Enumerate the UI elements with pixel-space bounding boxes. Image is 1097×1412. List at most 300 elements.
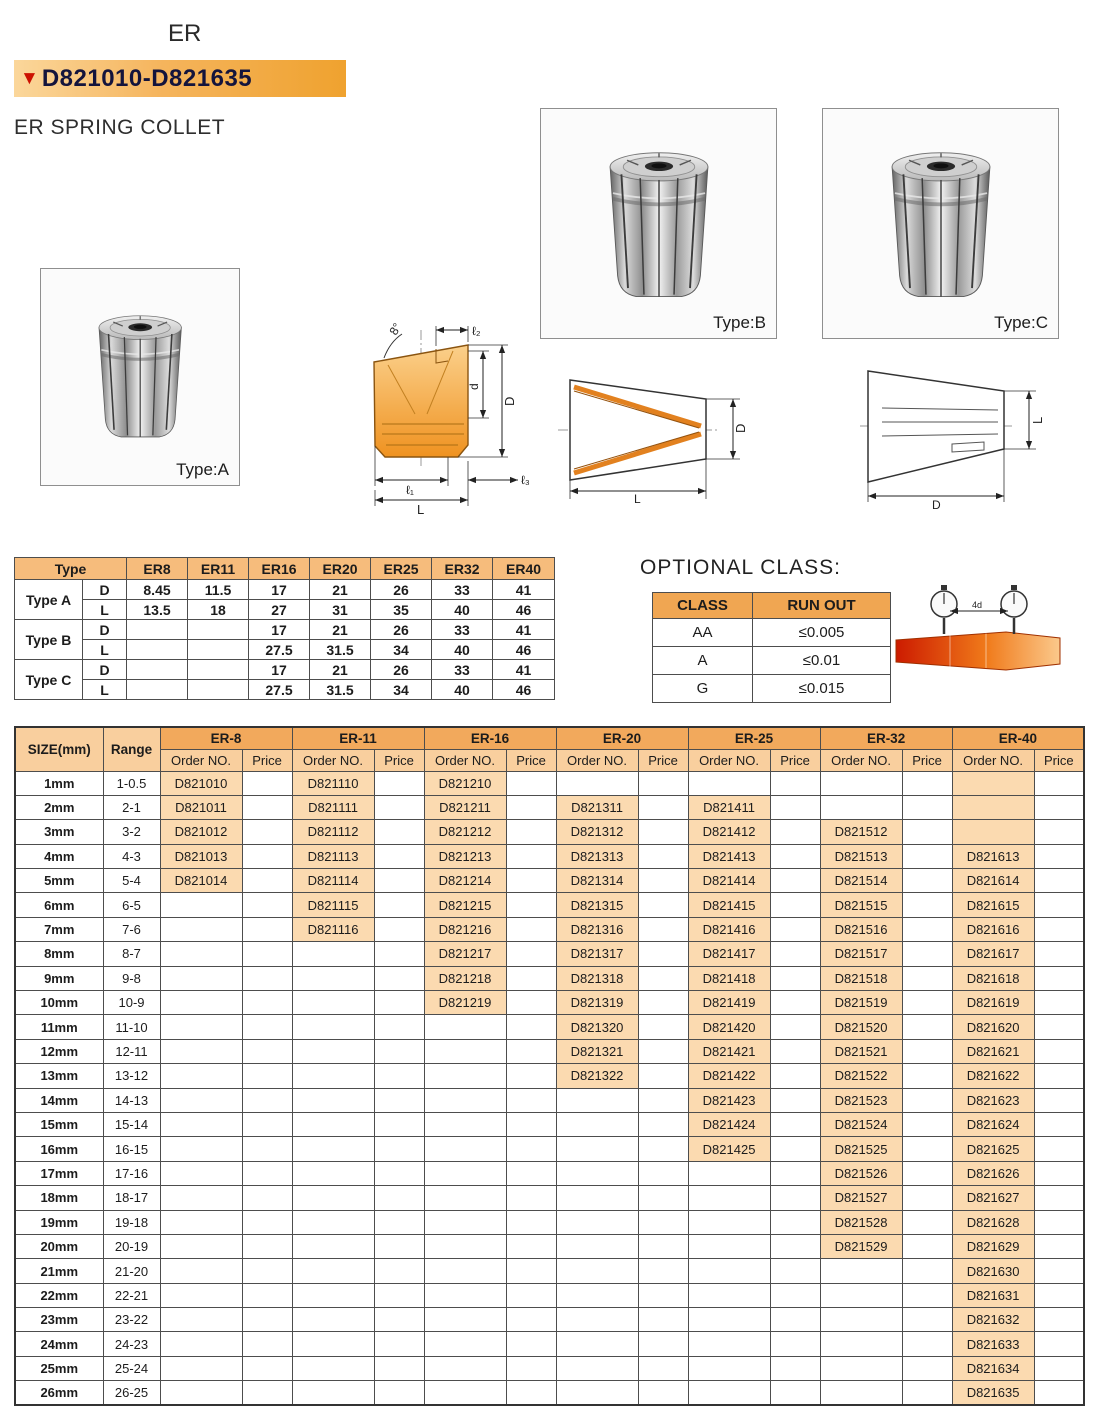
price-cell — [638, 1356, 688, 1380]
order-cell: D821521 — [820, 1039, 902, 1063]
dim-value-cell: 40 — [432, 680, 493, 700]
price-cell — [638, 1039, 688, 1063]
order-cell — [160, 942, 242, 966]
price-cell — [902, 1088, 952, 1112]
price-cell — [242, 1039, 292, 1063]
range-cell: 21-20 — [103, 1259, 160, 1283]
order-cell: D821626 — [952, 1161, 1034, 1185]
price-cell — [902, 820, 952, 844]
dim-value-cell: 21 — [310, 620, 371, 640]
dim-letter-cell: D — [83, 620, 127, 640]
range-cell: 25-24 — [103, 1356, 160, 1380]
price-cell — [506, 1259, 556, 1283]
dim-value-cell: 46 — [493, 640, 555, 660]
price-header: Price — [902, 749, 952, 771]
range-cell: 5-4 — [103, 869, 160, 893]
dim-value-cell: 31.5 — [310, 640, 371, 660]
price-cell — [506, 1161, 556, 1185]
order-cell: D821629 — [952, 1234, 1034, 1258]
order-cell — [160, 1308, 242, 1332]
size-cell: 7mm — [15, 917, 103, 941]
price-cell — [902, 1381, 952, 1405]
price-cell — [770, 1137, 820, 1161]
class-row — [653, 675, 891, 703]
price-cell — [902, 1064, 952, 1088]
order-cell: D821317 — [556, 942, 638, 966]
price-cell — [770, 1332, 820, 1356]
dim-row — [15, 680, 555, 700]
price-cell — [506, 1137, 556, 1161]
price-header: Price — [374, 749, 424, 771]
price-cell — [770, 1308, 820, 1332]
page-title: ER SPRING COLLET — [14, 116, 226, 139]
order-cell: D821628 — [952, 1210, 1034, 1234]
order-cell: D821111 — [292, 795, 374, 819]
price-cell — [242, 1210, 292, 1234]
dim-type-cell: Type A — [15, 580, 83, 620]
dim-value-cell — [127, 680, 188, 700]
price-cell — [902, 1015, 952, 1039]
er-group-header: ER-25 — [688, 727, 820, 749]
main-row — [15, 1308, 1084, 1332]
price-cell — [242, 869, 292, 893]
order-cell: D821619 — [952, 991, 1034, 1015]
order-cell — [292, 1283, 374, 1307]
order-cell: D821421 — [688, 1039, 770, 1063]
range-cell: 3-2 — [103, 820, 160, 844]
order-cell: D821627 — [952, 1186, 1034, 1210]
main-table-head — [15, 727, 1084, 771]
class-value-cell: A — [653, 647, 753, 675]
price-cell — [902, 1356, 952, 1380]
dim-value-cell: 34 — [371, 680, 432, 700]
order-cell: D821213 — [424, 844, 506, 868]
order-no-header: Order NO. — [820, 749, 902, 771]
price-cell — [506, 1112, 556, 1136]
order-cell — [292, 1381, 374, 1405]
price-cell — [1034, 771, 1084, 795]
er-group-header: ER-16 — [424, 727, 556, 749]
range-cell: 18-17 — [103, 1186, 160, 1210]
order-cell: D821525 — [820, 1137, 902, 1161]
dim-value-cell — [127, 640, 188, 660]
order-cell — [556, 1381, 638, 1405]
order-cell — [820, 771, 902, 795]
size-cell: 6mm — [15, 893, 103, 917]
dim-header-cell: ER8 — [127, 558, 188, 580]
dim-header-cell: ER25 — [371, 558, 432, 580]
price-cell — [242, 1381, 292, 1405]
order-cell: D821218 — [424, 966, 506, 990]
price-cell — [638, 869, 688, 893]
size-cell: 22mm — [15, 1283, 103, 1307]
price-cell — [242, 991, 292, 1015]
price-cell — [374, 1088, 424, 1112]
order-cell — [556, 1308, 638, 1332]
price-cell — [374, 1064, 424, 1088]
price-header: Price — [506, 749, 556, 771]
price-cell — [770, 942, 820, 966]
size-cell: 13mm — [15, 1064, 103, 1088]
dim-value-cell: 35 — [371, 600, 432, 620]
optional-class-title: OPTIONAL CLASS: — [640, 556, 841, 579]
order-cell: D821633 — [952, 1332, 1034, 1356]
range-cell: 11-10 — [103, 1015, 160, 1039]
price-header: Price — [242, 749, 292, 771]
main-row — [15, 1161, 1084, 1185]
order-cell: D821320 — [556, 1015, 638, 1039]
dim-header-cell: ER32 — [432, 558, 493, 580]
order-cell — [160, 1332, 242, 1356]
order-cell — [424, 1332, 506, 1356]
order-cell: D821425 — [688, 1137, 770, 1161]
main-row — [15, 893, 1084, 917]
price-cell — [242, 1186, 292, 1210]
order-cell: D821112 — [292, 820, 374, 844]
order-cell: D821014 — [160, 869, 242, 893]
price-cell — [638, 966, 688, 990]
price-cell — [902, 966, 952, 990]
price-cell — [1034, 917, 1084, 941]
order-cell — [424, 1234, 506, 1258]
order-cell: D821423 — [688, 1088, 770, 1112]
price-cell — [374, 869, 424, 893]
order-cell: D821617 — [952, 942, 1034, 966]
price-cell — [902, 1332, 952, 1356]
price-cell — [506, 917, 556, 941]
L-label: L — [1030, 416, 1045, 424]
price-cell — [638, 1137, 688, 1161]
dim-header-cell: ER40 — [493, 558, 555, 580]
main-row — [15, 1064, 1084, 1088]
order-cell: D821513 — [820, 844, 902, 868]
price-cell — [242, 1064, 292, 1088]
price-cell — [374, 795, 424, 819]
order-cell — [292, 1039, 374, 1063]
order-cell: D821315 — [556, 893, 638, 917]
order-cell — [556, 1234, 638, 1258]
runout-class-table — [652, 592, 891, 703]
dim-letter-cell: L — [83, 600, 127, 620]
price-cell — [242, 917, 292, 941]
order-cell: D821411 — [688, 795, 770, 819]
order-cell — [556, 1186, 638, 1210]
order-cell — [820, 795, 902, 819]
price-cell — [374, 1186, 424, 1210]
order-cell — [556, 1283, 638, 1307]
order-cell: D821418 — [688, 966, 770, 990]
class-table-head — [653, 593, 891, 619]
class-value-cell: ≤0.01 — [753, 647, 891, 675]
order-cell — [160, 893, 242, 917]
order-cell — [556, 1332, 638, 1356]
price-cell — [242, 795, 292, 819]
class-header-row — [653, 593, 891, 619]
size-cell: 14mm — [15, 1088, 103, 1112]
order-cell: D821313 — [556, 844, 638, 868]
order-cell: D821618 — [952, 966, 1034, 990]
dim-value-cell: 11.5 — [188, 580, 249, 600]
order-cell: D821219 — [424, 991, 506, 1015]
type-c-label: Type:C — [994, 313, 1048, 332]
order-cell — [952, 795, 1034, 819]
size-cell: 17mm — [15, 1161, 103, 1185]
order-cell — [424, 1088, 506, 1112]
collet-image — [565, 114, 753, 316]
dim-value-cell: 26 — [371, 620, 432, 640]
price-cell — [374, 820, 424, 844]
dim-value-cell: 21 — [310, 660, 371, 680]
order-cell — [160, 1234, 242, 1258]
order-cell: D821319 — [556, 991, 638, 1015]
dim-letter-cell: L — [83, 640, 127, 660]
order-cell — [424, 1283, 506, 1307]
price-cell — [1034, 869, 1084, 893]
dim-value-cell: 33 — [432, 660, 493, 680]
size-cell: 20mm — [15, 1234, 103, 1258]
order-cell — [424, 1259, 506, 1283]
dim-row — [15, 660, 555, 680]
main-row — [15, 1283, 1084, 1307]
price-cell — [902, 1283, 952, 1307]
price-cell — [638, 991, 688, 1015]
order-cell — [292, 1088, 374, 1112]
price-cell — [638, 1332, 688, 1356]
order-cell: D821322 — [556, 1064, 638, 1088]
angle-label: 8° — [386, 320, 405, 338]
L-label: L — [634, 492, 641, 505]
order-cell — [160, 1356, 242, 1380]
price-cell — [374, 844, 424, 868]
order-cell: D821414 — [688, 869, 770, 893]
price-cell — [242, 771, 292, 795]
price-cell — [638, 1015, 688, 1039]
L-label: L — [417, 502, 425, 517]
size-cell: 21mm — [15, 1259, 103, 1283]
range-cell: 1-0.5 — [103, 771, 160, 795]
D-label: D — [932, 498, 941, 511]
price-cell — [374, 1161, 424, 1185]
price-header: Price — [1034, 749, 1084, 771]
price-cell — [374, 917, 424, 941]
dim-row — [15, 600, 555, 620]
price-cell — [902, 1112, 952, 1136]
order-cell — [292, 942, 374, 966]
price-cell — [770, 1259, 820, 1283]
price-cell — [374, 1308, 424, 1332]
dim-value-cell — [188, 640, 249, 660]
class-value-cell: ≤0.015 — [753, 675, 891, 703]
price-cell — [1034, 1210, 1084, 1234]
price-cell — [1034, 1259, 1084, 1283]
price-cell — [374, 1283, 424, 1307]
order-cell — [160, 1186, 242, 1210]
price-cell — [1034, 1088, 1084, 1112]
price-cell — [242, 1259, 292, 1283]
size-cell: 25mm — [15, 1356, 103, 1380]
price-cell — [902, 917, 952, 941]
range-cell: 26-25 — [103, 1381, 160, 1405]
order-cell — [292, 1161, 374, 1185]
main-row — [15, 991, 1084, 1015]
price-cell — [506, 1283, 556, 1307]
size-cell: 26mm — [15, 1381, 103, 1405]
dim-header-cell: ER20 — [310, 558, 371, 580]
order-cell — [424, 1356, 506, 1380]
price-cell — [506, 1381, 556, 1405]
order-cell: D821620 — [952, 1015, 1034, 1039]
part-range-text: D821010-D821635 — [41, 64, 253, 92]
order-cell — [688, 1283, 770, 1307]
dim-value-cell — [188, 620, 249, 640]
er-group-header: ER-32 — [820, 727, 952, 749]
price-cell — [770, 1015, 820, 1039]
order-cell: D821616 — [952, 917, 1034, 941]
size-header: SIZE(mm) — [15, 727, 103, 771]
price-cell — [374, 771, 424, 795]
main-row — [15, 1259, 1084, 1283]
D-label: D — [502, 396, 517, 406]
dim-row — [15, 640, 555, 660]
order-table — [14, 726, 1085, 1406]
price-cell — [902, 1161, 952, 1185]
dim-value-cell: 26 — [371, 660, 432, 680]
order-cell: D821211 — [424, 795, 506, 819]
price-cell — [374, 1332, 424, 1356]
order-cell: D821415 — [688, 893, 770, 917]
price-cell — [242, 942, 292, 966]
order-cell — [688, 1381, 770, 1405]
order-cell — [160, 1039, 242, 1063]
price-cell — [770, 869, 820, 893]
price-cell — [506, 844, 556, 868]
price-cell — [506, 771, 556, 795]
price-cell — [1034, 942, 1084, 966]
price-cell — [638, 893, 688, 917]
range-cell: 20-19 — [103, 1234, 160, 1258]
dim-value-cell — [127, 620, 188, 640]
price-cell — [506, 893, 556, 917]
order-cell — [292, 1356, 374, 1380]
dim-table-head — [15, 558, 555, 580]
price-cell — [902, 869, 952, 893]
order-cell: D821413 — [688, 844, 770, 868]
dim-value-cell: 46 — [493, 680, 555, 700]
order-cell — [556, 1161, 638, 1185]
dim-value-cell: 46 — [493, 600, 555, 620]
part-range-banner — [14, 60, 346, 97]
price-cell — [638, 1088, 688, 1112]
type-c-photo — [822, 108, 1059, 339]
dim-value-cell: 21 — [310, 580, 371, 600]
price-cell — [638, 820, 688, 844]
size-cell: 19mm — [15, 1210, 103, 1234]
price-cell — [902, 1137, 952, 1161]
price-cell — [242, 1283, 292, 1307]
series-label: ER — [168, 20, 202, 47]
order-cell: D821013 — [160, 844, 242, 868]
order-cell — [292, 1332, 374, 1356]
dim-value-cell: 40 — [432, 600, 493, 620]
price-cell — [1034, 1283, 1084, 1307]
dim-value-cell: 13.5 — [127, 600, 188, 620]
price-cell — [770, 820, 820, 844]
order-cell: D821624 — [952, 1112, 1034, 1136]
d-label: d — [467, 383, 481, 390]
type-a-label: Type:A — [176, 460, 229, 479]
order-cell — [556, 1112, 638, 1136]
price-cell — [638, 1381, 688, 1405]
dim-value-cell: 26 — [371, 580, 432, 600]
price-cell — [506, 1234, 556, 1258]
price-cell — [902, 1234, 952, 1258]
order-cell — [292, 966, 374, 990]
order-cell — [556, 1210, 638, 1234]
order-cell: D821516 — [820, 917, 902, 941]
order-cell: D821416 — [688, 917, 770, 941]
dim-value-cell: 27 — [249, 600, 310, 620]
order-cell: D821212 — [424, 820, 506, 844]
order-cell: D821216 — [424, 917, 506, 941]
order-cell — [688, 1234, 770, 1258]
price-cell — [1034, 1234, 1084, 1258]
main-row — [15, 1332, 1084, 1356]
price-cell — [770, 1381, 820, 1405]
runout-diagram — [890, 578, 1085, 693]
price-cell — [770, 1088, 820, 1112]
order-cell — [820, 1283, 902, 1307]
order-cell — [424, 1381, 506, 1405]
order-cell — [820, 1332, 902, 1356]
size-cell: 12mm — [15, 1039, 103, 1063]
order-no-header: Order NO. — [952, 749, 1034, 771]
price-cell — [506, 1308, 556, 1332]
price-cell — [1034, 1186, 1084, 1210]
order-cell: D821424 — [688, 1112, 770, 1136]
price-cell — [638, 942, 688, 966]
order-cell — [688, 1186, 770, 1210]
order-cell — [424, 1161, 506, 1185]
price-cell — [506, 1039, 556, 1063]
collet-image — [847, 114, 1035, 316]
dim-value-cell: 40 — [432, 640, 493, 660]
price-cell — [374, 1112, 424, 1136]
order-cell: D821215 — [424, 893, 506, 917]
price-cell — [902, 893, 952, 917]
price-cell — [638, 917, 688, 941]
order-cell — [688, 1356, 770, 1380]
type-b-label: Type:B — [713, 313, 766, 332]
order-cell — [556, 1088, 638, 1112]
price-cell — [506, 1088, 556, 1112]
order-cell — [160, 991, 242, 1015]
order-cell: D821110 — [292, 771, 374, 795]
order-cell: D821113 — [292, 844, 374, 868]
size-cell: 15mm — [15, 1112, 103, 1136]
size-cell: 4mm — [15, 844, 103, 868]
order-cell — [688, 1210, 770, 1234]
order-cell — [160, 1381, 242, 1405]
size-cell: 1mm — [15, 771, 103, 795]
price-cell — [1034, 1137, 1084, 1161]
order-cell: D821632 — [952, 1308, 1034, 1332]
dimensions-table — [14, 557, 555, 700]
type-b-photo — [540, 108, 777, 339]
price-cell — [1034, 1161, 1084, 1185]
l2-label: ℓ₂ — [472, 324, 481, 338]
order-cell: D821519 — [820, 991, 902, 1015]
price-cell — [1034, 1015, 1084, 1039]
